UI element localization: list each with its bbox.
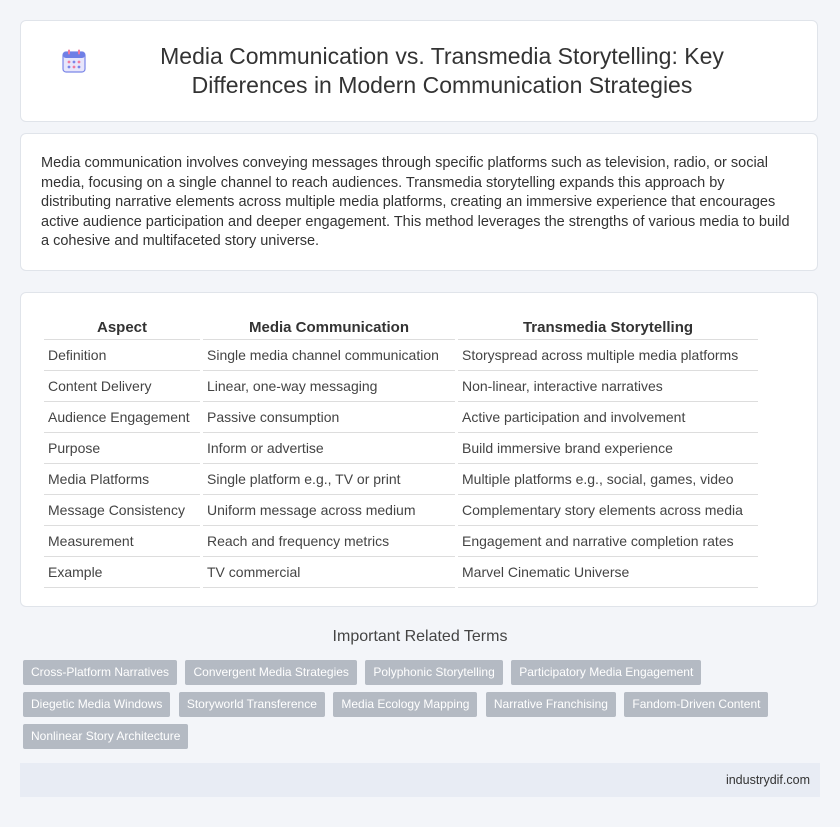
comparison-card xyxy=(20,292,818,607)
comparison-table xyxy=(41,315,761,588)
table-header-row xyxy=(44,315,758,340)
table-row xyxy=(44,495,758,526)
table-row xyxy=(44,340,758,371)
related-term-tag[interactable]: Participatory Media Engagement xyxy=(511,660,701,685)
table-cell: Single media channel communication xyxy=(203,340,455,371)
table-cell: Media Platforms xyxy=(44,464,200,495)
title-card xyxy=(20,20,818,122)
related-term-tag[interactable]: Nonlinear Story Architecture xyxy=(23,724,188,749)
table-cell: Uniform message across medium xyxy=(203,495,455,526)
page-title: Media Communication vs. Transmedia Storytelling: Key Differences in Modern Communication Strategies xyxy=(160,43,724,98)
intro-paragraph: Media communication involves conveying messages through specific platforms such as television, radio, or social media, focusing on a single channel to reach audiences. Transmedia storytelling expands this approach by distributing narrative elements across multiple media platforms, creating an immersive experience that encourages active audience participation and deeper engagement. This method leverages the strengths of various media to build a cohesive and multifaceted story universe. xyxy=(41,155,790,249)
table-cell: Marvel Cinematic Universe xyxy=(458,557,758,588)
table-cell: Active participation and involvement xyxy=(458,402,758,433)
table-cell: Reach and frequency metrics xyxy=(203,526,455,557)
table-cell: Non-linear, interactive narratives xyxy=(458,371,758,402)
table-cell: Example xyxy=(44,557,200,588)
table-cell: Storyspread across multiple media platforms xyxy=(458,340,758,371)
table-cell: Passive consumption xyxy=(203,402,455,433)
table-cell: Engagement and narrative completion rates xyxy=(458,526,758,557)
table-cell: Single platform e.g., TV or print xyxy=(203,464,455,495)
related-term-tag[interactable]: Polyphonic Storytelling xyxy=(365,660,502,685)
table-cell: Complementary story elements across media xyxy=(458,495,758,526)
table-row xyxy=(44,371,758,402)
table-cell: Purpose xyxy=(44,433,200,464)
header-transmedia-storytelling: Transmedia Storytelling xyxy=(458,315,758,340)
related-term-tag[interactable]: Fandom-Driven Content xyxy=(624,692,768,717)
calendar-icon xyxy=(61,48,87,74)
table-row xyxy=(44,433,758,464)
related-terms-list xyxy=(23,660,803,756)
related-terms-heading: Important Related Terms xyxy=(332,628,508,645)
table-cell: Inform or advertise xyxy=(203,433,455,464)
table-cell: Linear, one-way messaging xyxy=(203,371,455,402)
table-cell: Measurement xyxy=(44,526,200,557)
header-media-communication: Media Communication xyxy=(203,315,455,340)
related-term-tag[interactable]: Cross-Platform Narratives xyxy=(23,660,177,685)
related-term-tag[interactable]: Media Ecology Mapping xyxy=(333,692,477,717)
table-cell: TV commercial xyxy=(203,557,455,588)
footer-site-link[interactable]: industrydif.com xyxy=(725,773,810,787)
table-cell: Content Delivery xyxy=(44,371,200,402)
table-row xyxy=(44,402,758,433)
related-term-tag[interactable]: Storyworld Transference xyxy=(179,692,325,717)
table-cell: Definition xyxy=(44,340,200,371)
table-cell: Message Consistency xyxy=(44,495,200,526)
related-term-tag[interactable]: Convergent Media Strategies xyxy=(185,660,356,685)
table-cell: Audience Engagement xyxy=(44,402,200,433)
intro-card xyxy=(20,133,818,271)
table-row xyxy=(44,557,758,588)
header-aspect: Aspect xyxy=(44,315,200,340)
related-term-tag[interactable]: Diegetic Media Windows xyxy=(23,692,170,717)
table-cell: Build immersive brand experience xyxy=(458,433,758,464)
related-term-tag[interactable]: Narrative Franchising xyxy=(486,692,616,717)
table-cell: Multiple platforms e.g., social, games, video xyxy=(458,464,758,495)
table-row xyxy=(44,526,758,557)
footer xyxy=(20,763,820,797)
table-row xyxy=(44,464,758,495)
